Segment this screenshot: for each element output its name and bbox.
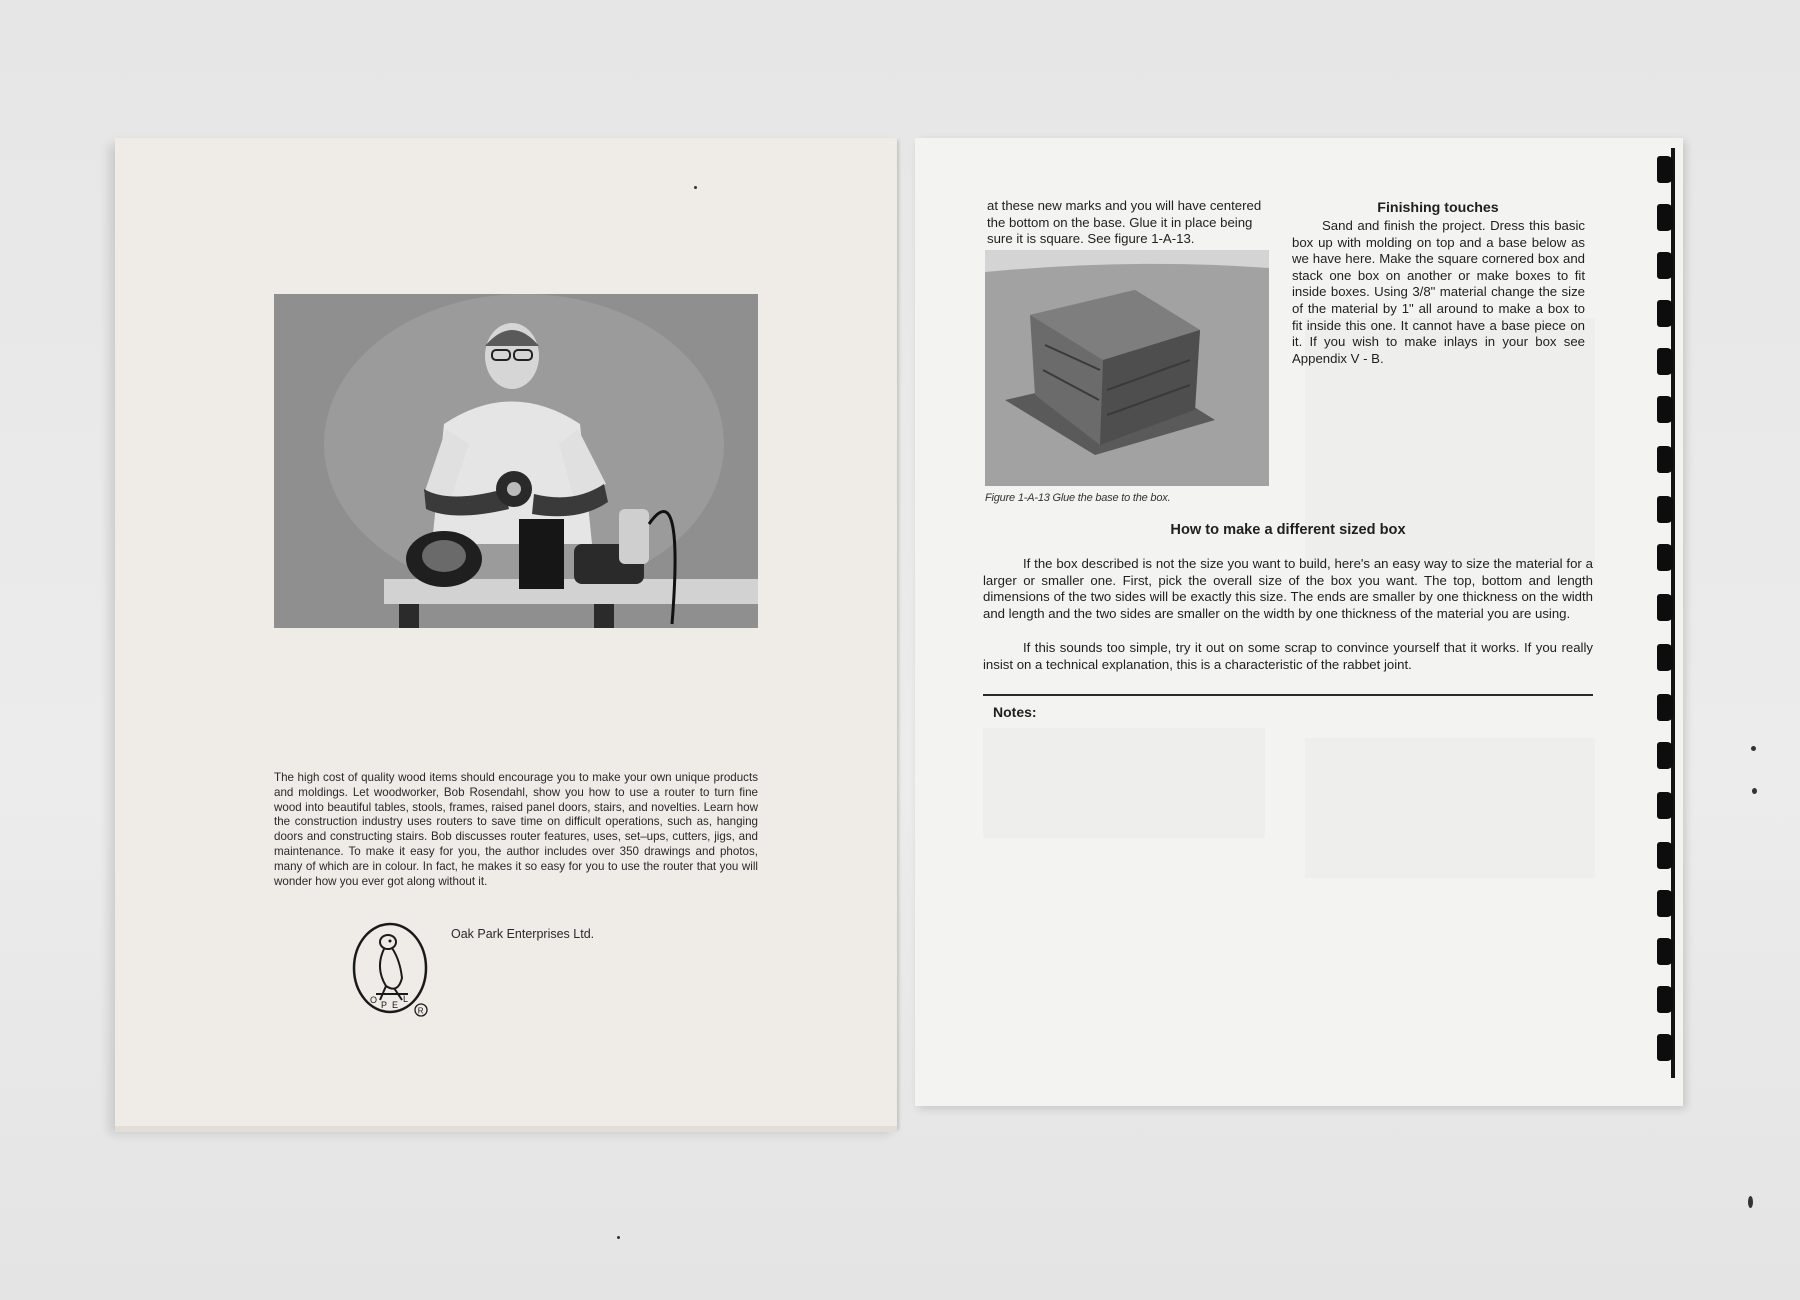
background-speck xyxy=(1748,1196,1753,1208)
spiral-binding xyxy=(1648,148,1688,1078)
svg-text:R: R xyxy=(417,1006,424,1016)
author-photo xyxy=(274,294,758,628)
binding-coil xyxy=(1657,156,1673,183)
binding-coil xyxy=(1657,644,1673,671)
binding-coil xyxy=(1657,446,1673,473)
binding-coil xyxy=(1657,890,1673,917)
background-speck xyxy=(617,1236,620,1239)
background-speck xyxy=(1752,788,1757,794)
binding-coil xyxy=(1657,204,1673,231)
binding-coil xyxy=(1657,694,1673,721)
paragraph: If this sounds too simple, try it out on some scrap to convince yourself that it works. If you really insist on a technical explanation, this is a characteristic of the rabbet joint. xyxy=(983,640,1593,672)
author-photo-illustration xyxy=(274,294,758,628)
binding-coil xyxy=(1657,496,1673,523)
figure-photo xyxy=(985,250,1269,486)
binding-coil xyxy=(1657,792,1673,819)
binding-coil xyxy=(1657,742,1673,769)
binding-coil xyxy=(1657,252,1673,279)
finishing-heading: Finishing touches xyxy=(1377,200,1499,216)
book-back-cover xyxy=(115,138,897,1128)
binding-coil xyxy=(1657,544,1673,571)
binding-coil xyxy=(1657,348,1673,375)
svg-text:O: O xyxy=(370,995,378,1005)
binding-coil xyxy=(1657,1034,1673,1061)
binding-coil xyxy=(1657,938,1673,965)
svg-text:L: L xyxy=(403,994,409,1004)
bleed-through-block xyxy=(983,728,1265,838)
figure-caption: Figure 1-A-13 Glue the base to the box. xyxy=(985,492,1171,504)
cover-blurb: The high cost of quality wood items should encourage you to make your own unique products and moldings. Let woodworker, Bob Rosendahl, show you how to use a router to turn fine wood into beautiful tables, stools, frames, raised panel doors, stairs, and novelties. Learn how the construction industry uses routers to save time on difficult operations, such as, hanging doors and constructing stairs. Bob discusses router features, uses, set–ups, cutters, jigs, and maintenance. To make it easy for you, the author includes over 350 drawings and photos, many of which are in colour. In fact, he makes it so easy for you to use the router that you will wonder how you ever got along without it. xyxy=(274,771,758,888)
notes-label: Notes: xyxy=(993,704,1037,720)
background-speck xyxy=(1751,746,1756,751)
background-speck xyxy=(694,186,697,189)
binding-coil xyxy=(1657,594,1673,621)
column-text: at these new marks and you will have centered the bottom on the base. Glue it in place being sure it is square. See figure 1-A-13. xyxy=(987,198,1262,247)
svg-text:E: E xyxy=(392,1000,399,1010)
parrot-logo-icon xyxy=(350,916,440,1026)
opel-logo xyxy=(350,916,440,1026)
binding-coil xyxy=(1657,300,1673,327)
finishing-body: Sand and finish the project. Dress this basic box up with molding on top and a base below as we have here. Make the square cornered box and stack one box on another or make boxes to fit inside boxes. Using 3/8" material change the size of the material by 1" all around to make a box to fit inside this one. It cannot have a base piece on it. If you wish to make inlays in your box see Appendix V - B. xyxy=(1292,218,1585,366)
binding-coil xyxy=(1657,396,1673,423)
paragraph: If the box described is not the size you want to build, here's an easy way to size the material for a larger or smaller one. First, pick the overall size of the box you want. The top, bottom and length dimensions of the two sides will be exactly this size. The ends are smaller by one thickness on the width and length and the two sides are smaller on the width by one thickness of the material you are using. xyxy=(983,556,1593,622)
binding-coil xyxy=(1657,842,1673,869)
book-open-page xyxy=(915,138,1683,1106)
wooden-box-illustration xyxy=(985,250,1269,486)
bleed-through-block xyxy=(1305,738,1595,878)
section-heading: How to make a different sized box xyxy=(1170,522,1406,538)
divider-rule xyxy=(983,694,1593,696)
publisher-name: Oak Park Enterprises Ltd. xyxy=(451,927,595,941)
binding-coil xyxy=(1657,986,1673,1013)
svg-text:P: P xyxy=(381,1000,388,1010)
